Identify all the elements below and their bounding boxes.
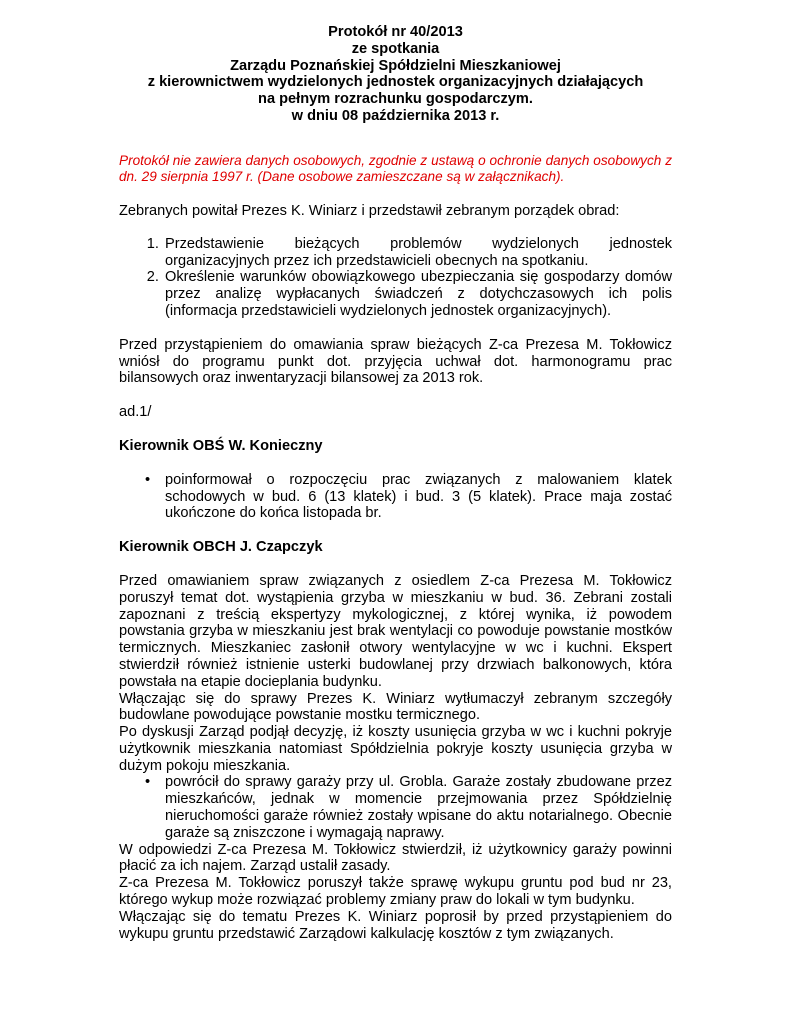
section-label: ad.1/ — [119, 404, 152, 421]
obch-bullet-list — [119, 774, 672, 841]
title-line: w dniu 08 października 2013 r. — [291, 107, 500, 124]
list-item — [145, 471, 672, 522]
agenda-item: 2. Określenie warunków obowiązkowego ubezpieczania się gospodarzy domów przez analizę wypłacanych świadczeń z dotychczasowych ich polis (informacja przedstawicieli wydzielonych jednostek organizacyjnych). — [163, 269, 672, 319]
obch-paragraph: Z-ca Prezesa M. Tokłowicz poruszył także sprawę wykupu gruntu pod bud nr 23, którego wykup może rozwiązać problemy zmiany praw do lokali w tym budynku. — [119, 875, 672, 909]
obch-paragraph: Przed omawianiem spraw związanych z osiedlem Z-ca Prezesa M. Tokłowicz poruszył temat dot. wystąpienia grzyba w mieszkaniu w bud. 36. Zebrani zostali zapoznani z treścią ekspertyzy mykologicznej, z której wynika, iż powodem powstania grzyba w mieszkaniu jest brak wentylacji co powoduje powstanie mostków termicznych. Mieszkaniec zasłonił otwory wentylacyjne w wc i kuchni. Ekspert stwierdził również istnienie usterki budowlanej przy drzwiach balkonowych, która powstała na etapie docieplania budynku. — [119, 572, 672, 690]
obs-bullet-list — [119, 472, 672, 522]
title-line: na pełnym rozrachunku gospodarczym. — [258, 91, 533, 108]
bullet-text: powrócił do sprawy garaży przy ul. Grobla. Garaże zostały zbudowane przez mieszkańców, jednak w momencie przejmowania przez Spółdzielnię nieruchomości garaże również zostały wpisane do aktu notarialnego. Obecnie garaże są zniszczone i wymagają naprawy. — [165, 774, 672, 841]
intro-paragraph: Zebranych powitał Prezes K. Winiarz i przedstawił zebranym porządek obrad: — [119, 202, 620, 219]
bullet-text: poinformował o rozpoczęciu prac związanych z malowaniem klatek schodowych w bud. 6 (13 klatek) i bud. 3 (5 klatek). Prace maja zostać ukończone do końca listopada br. — [165, 471, 672, 522]
title-line: ze spotkania — [351, 40, 440, 57]
pre-program-paragraph: Przed przystąpieniem do omawiania spraw bieżących Z-ca Prezesa M. Tokłowicz wniósł do programu punkt dot. przyjęcia uchwał dot. harmonogramu prac bilansowych oraz inwentaryzacji bilansowej za 2013 rok. — [119, 336, 672, 387]
title-line: Zarządu Poznańskiej Spółdzielni Mieszkaniowej — [230, 57, 561, 74]
obch-paragraph: Włączając się do sprawy Prezes K. Winiarz wytłumaczył zebranym szczegóły budowlane powodujące powstanie mostku termicznego. — [119, 690, 672, 724]
agenda-list — [119, 236, 672, 320]
document-title — [119, 24, 672, 125]
title-line: Protokół nr 40/2013 — [328, 24, 463, 40]
bullet-icon: • — [145, 471, 151, 488]
title-line: z kierownictwem wydzielonych jednostek organizacyjnych działających — [147, 74, 644, 91]
obch-paragraph: Włączając się do tematu Prezes K. Winiarz poprosił by przed przystąpieniem do wykupu gruntu przedstawić Zarządowi kalkulację kosztów z tym związanych. — [119, 908, 672, 942]
list-item — [145, 774, 672, 841]
obch-heading: Kierownik OBCH J. Czapczyk — [119, 539, 323, 556]
bullet-icon: • — [145, 774, 151, 791]
obs-heading: Kierownik OBŚ W. Konieczny — [119, 437, 323, 454]
obch-paragraph: W odpowiedzi Z-ca Prezesa M. Tokłowicz stwierdził, iż użytkownicy garaży powinni płacić za ich najem. Zarząd ustalił zasady. — [119, 841, 672, 875]
document-page — [119, 24, 672, 942]
privacy-notice: Protokół nie zawiera danych osobowych, zgodnie z ustawą o ochronie danych osobowych z dn. 29 sierpnia 1997 r. (Dane osobowe zamieszczane są w załącznikach). — [119, 152, 672, 185]
obch-paragraph: Po dyskusji Zarząd podjął decyzję, iż koszty usunięcia grzyba w wc i kuchni pokryje użytkownik mieszkania natomiast Spółdzielnia pokryje koszty usunięcia grzyba w dużym pokoju mieszkania. — [119, 724, 672, 774]
agenda-item: 1. Przedstawienie bieżących problemów wydzielonych jednostek organizacyjnych przez ich przedstawicieli obecnych na spotkaniu. — [163, 236, 672, 270]
